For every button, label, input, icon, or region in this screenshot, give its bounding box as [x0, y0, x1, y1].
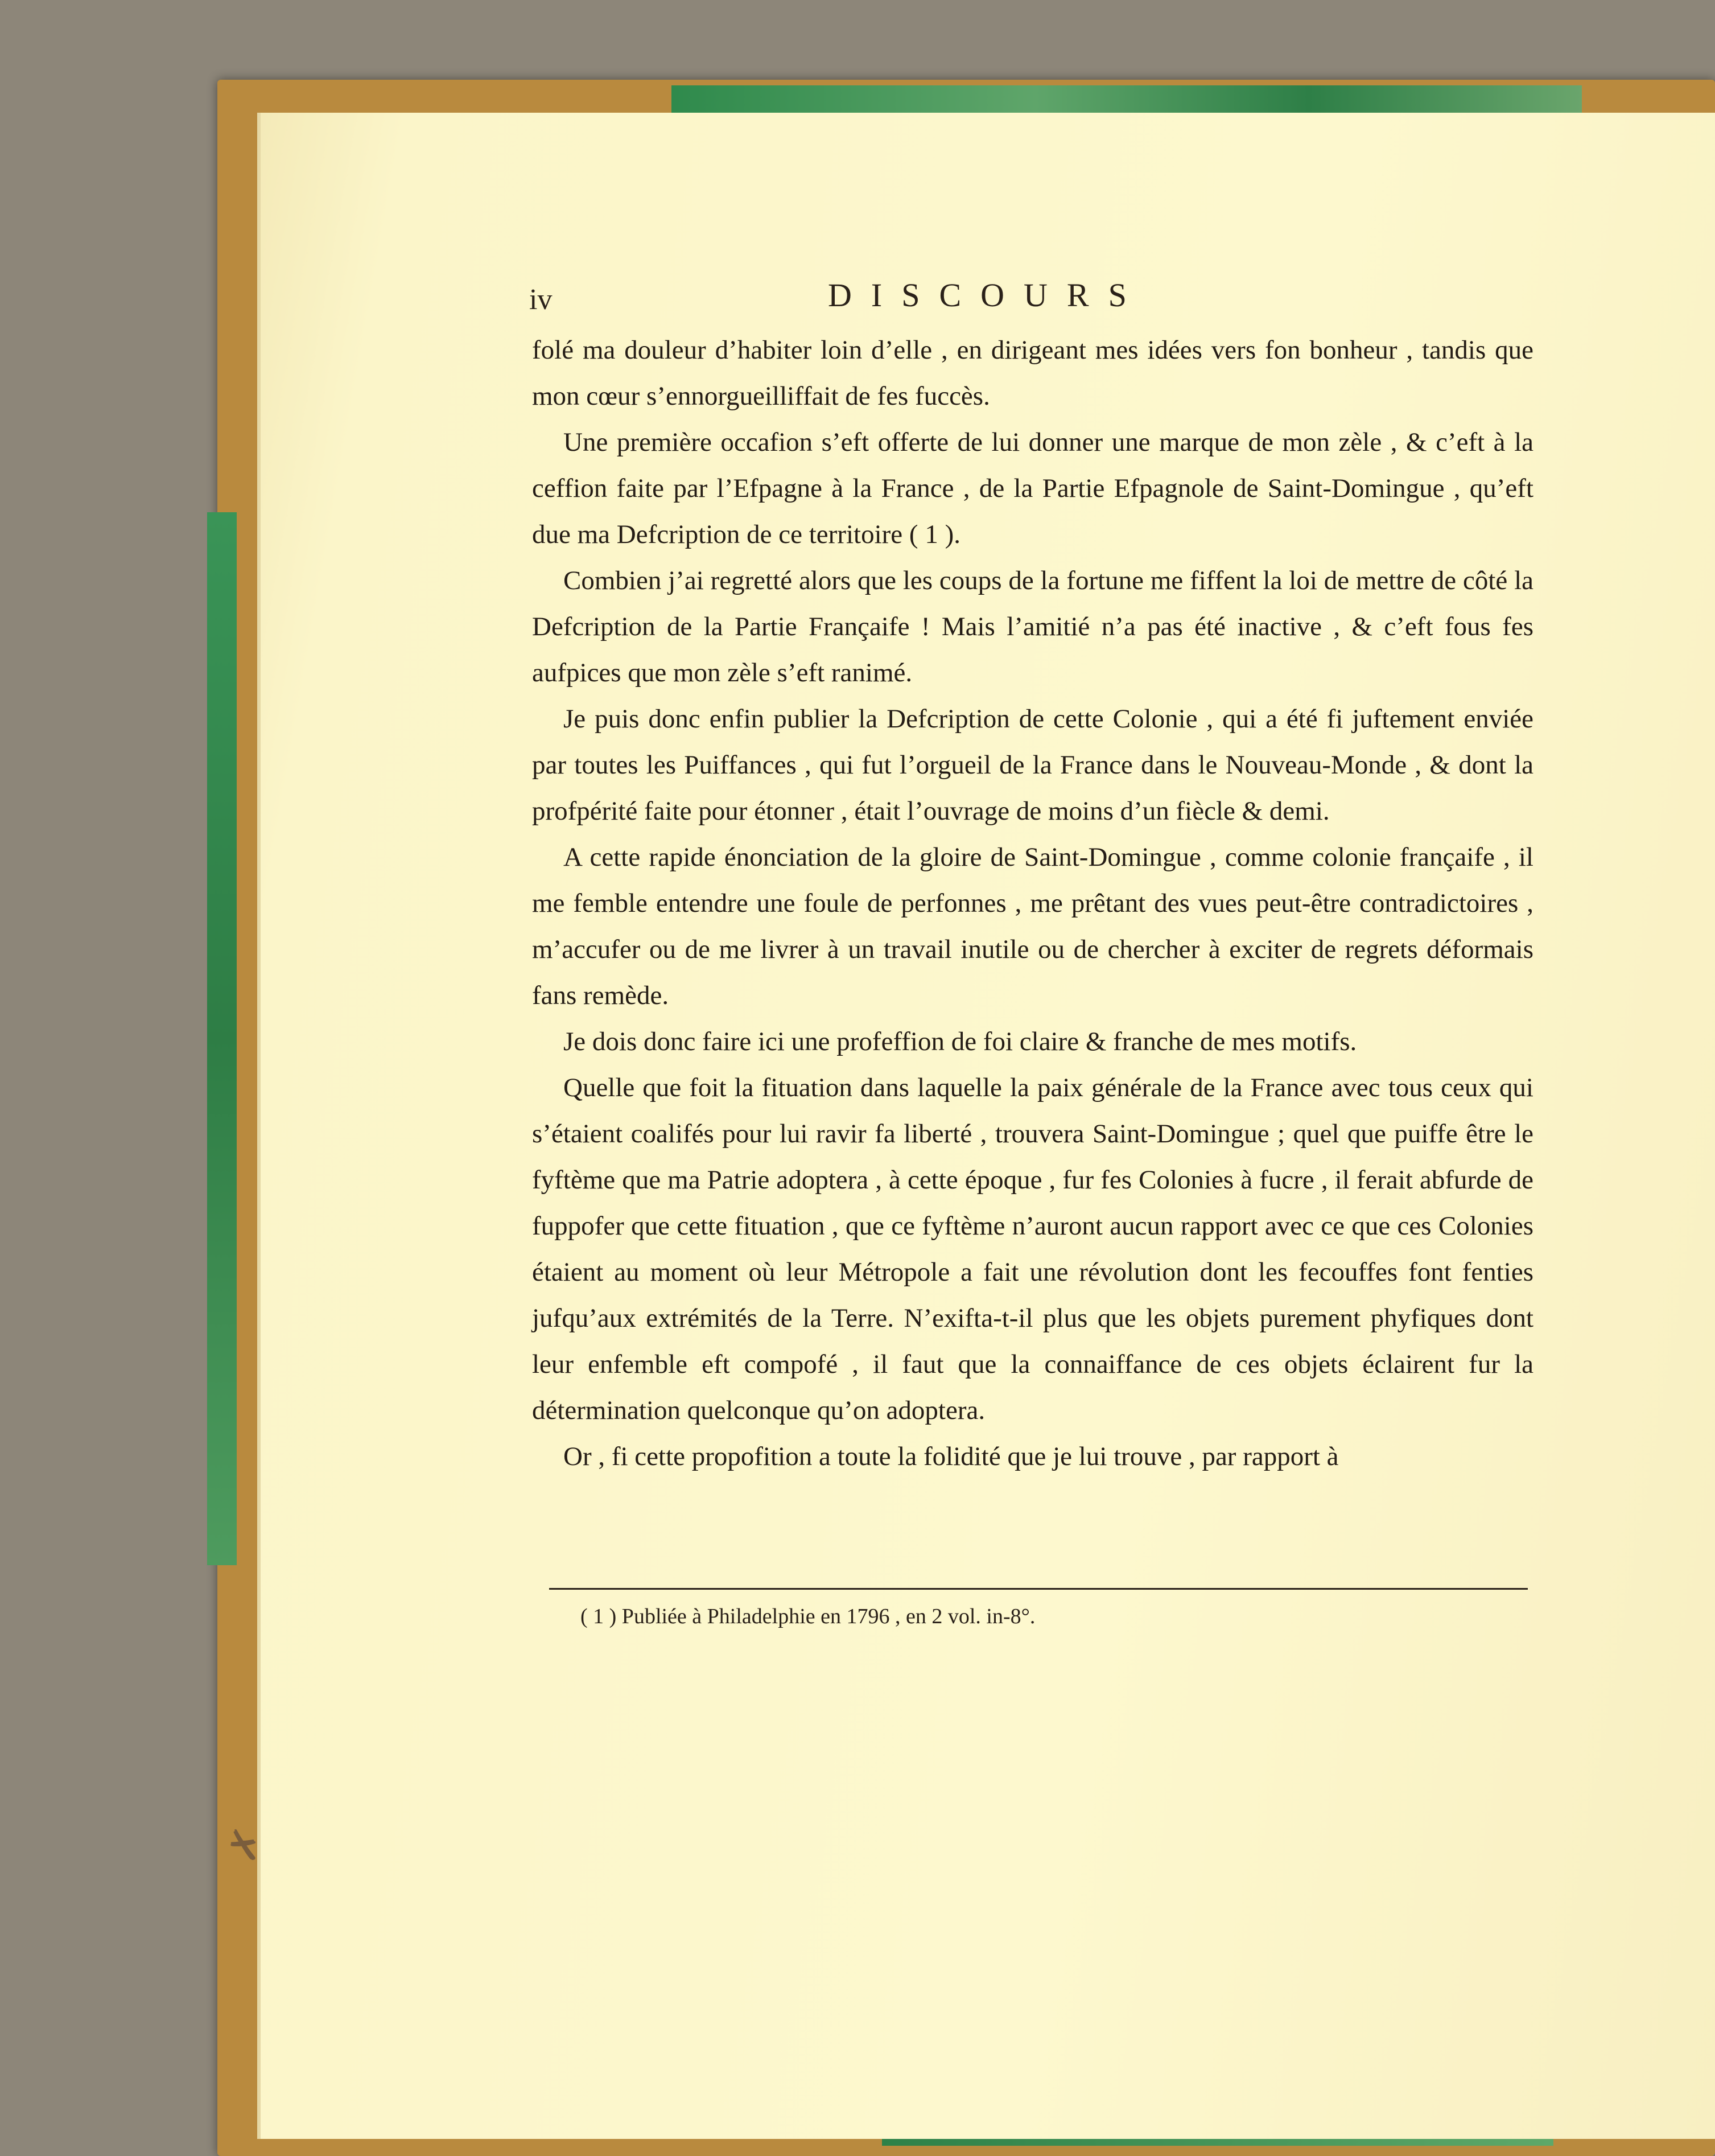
- handwritten-pencil-mark: ✗: [217, 1821, 273, 1869]
- marbled-edge-left: [207, 512, 237, 1565]
- paragraph-6: Je dois donc faire ici une profeffion de foi claire & franche de mes motifs.: [563, 1027, 1357, 1056]
- marbled-edge-top: [671, 85, 1582, 116]
- paragraph-7: Quelle que foit la fituation dans laquelle la paix générale de la France avec tous ceux qui s’étaient coalifés pour lui ravir fa liberté , trouvera Saint-Domingue ; quel que puiffe être le fyftème que ma Patrie adoptera , à cette époque , fur fes Colonies à fucre , il ferait abfurde de fuppofer que cette fituation , que ce fyftème n’auront aucun rapport avec ce que ces Colonies étaient au moment où leur Métropole a fait une révolution dont les fecouffes font fenties jufqu’aux extrémités de la Terre. N’exifta-t-il plus que les objets purement phyfiques dont leur enfemble eft compofé , il faut que la connaiffance de ces objets éclairent fur la détermination quelconque qu’on adoptera.: [532, 1073, 1533, 1425]
- paragraph-3: Combien j’ai regretté alors que les coups de la fortune me fiffent la loi de mettre de côté la Defcription de la Partie Françaife ! Mais l’amitié n’a pas été inactive , & c’eft fous fes aufpices que mon zèle s’eft ranimé.: [532, 566, 1533, 688]
- paragraph-4: Je puis donc enfin publier la Defcription de cette Colonie , qui a été fi juftement enviée par toutes les Puiffances , qui fut l’orgueil de la France dans le Nouveau-Monde , & dont la profpérité faite pour étonner , était l’ouvrage de moins d’un fiècle & demi.: [532, 704, 1533, 826]
- paragraph-2: Une première occafion s’eft offerte de lui donner une marque de mon zèle , & c’eft à la ceffion faite par l’Efpagne à la France , de la Partie Efpagnole de Saint-Domingue , qu’eft due ma Defcription de ce territoire ( 1 ).: [532, 427, 1533, 549]
- paragraph-5: A cette rapide énonciation de la gloire de Saint-Domingue , comme colonie françaife , il me femble entendre une foule de perfonnes , me prêtant des vues peut-être contradictoires , m’accufer ou de me livrer à un travail inutile ou de chercher à exciter de regrets déformais fans remède.: [532, 842, 1533, 1010]
- footnote-divider: [549, 1588, 1528, 1590]
- paragraph-1: folé ma douleur d’habiter loin d’elle , en dirigeant mes idées vers fon bonheur , tandis que mon cœur s’ennorgueilliffait de fes fuccès.: [532, 335, 1533, 411]
- page-title: DISCOURS: [828, 277, 1146, 314]
- body-text: [532, 327, 1533, 1579]
- page-number: iv: [529, 283, 553, 316]
- running-head: [529, 276, 1542, 322]
- paragraph-8: Or , fi cette propofition a toute la folidité que je lui trouve , par rapport à: [563, 1442, 1339, 1471]
- footnote: ( 1 ) Publiée à Philadelphie en 1796 , en 2 vol. in-8°.: [580, 1604, 1036, 1628]
